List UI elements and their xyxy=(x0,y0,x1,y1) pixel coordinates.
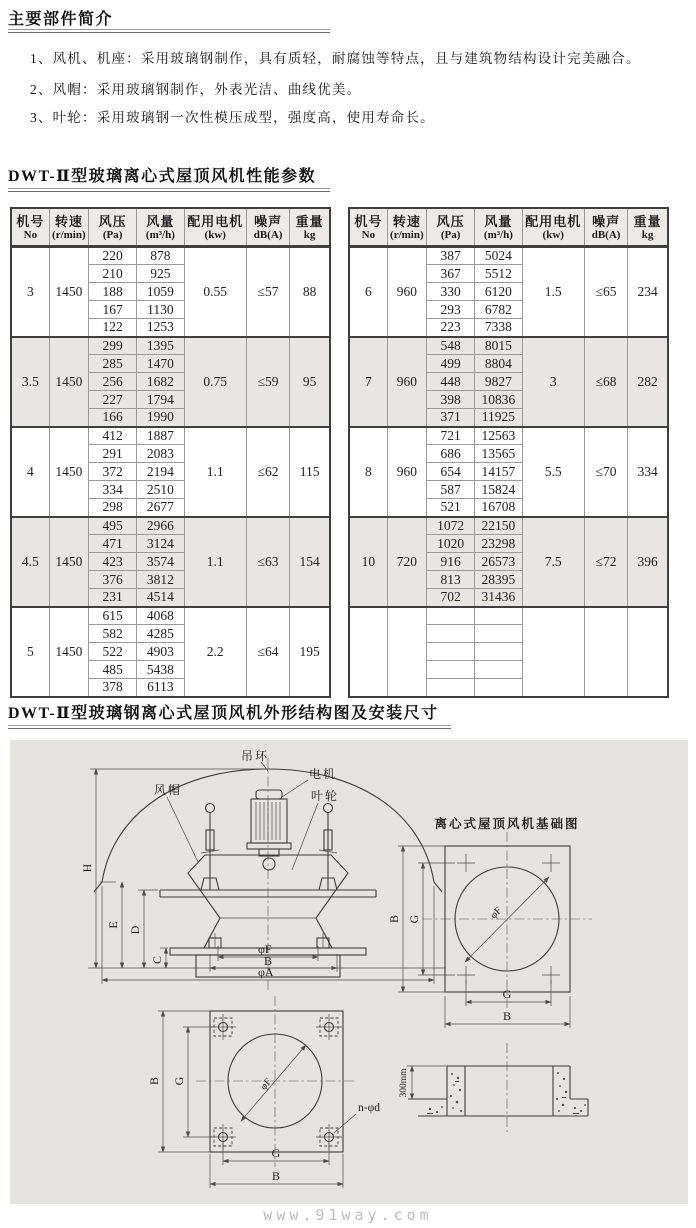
intro-item-3: 3、叶轮：采用玻璃钢一次性模压成型，强度高，使用寿命长。 xyxy=(30,110,435,125)
column-header-unit: dB(A) xyxy=(253,228,283,241)
pressure-cell: 485 xyxy=(88,661,136,679)
dim-label-B: B xyxy=(387,914,401,924)
pressure-cell: 387 xyxy=(426,247,474,265)
column-header-label: 转速 xyxy=(392,213,421,229)
speed-cell: 1450 xyxy=(49,337,88,427)
dim-label-B: B xyxy=(264,954,273,968)
pressure-cell xyxy=(426,643,474,661)
pressure-cell: 582 xyxy=(88,625,136,643)
no-cell: 3 xyxy=(11,247,49,337)
dim-label-G: G xyxy=(271,1146,281,1160)
table-row xyxy=(11,427,330,445)
flow-cell: 4068 xyxy=(137,607,184,625)
flow-cell: 12563 xyxy=(475,427,522,445)
intro-item-1: 1、风机、机座：采用玻璃钢制作，具有质轻，耐腐蚀等特点，且与建筑物结构设计完美融合。 xyxy=(30,51,641,66)
flow-cell: 3574 xyxy=(137,553,184,571)
pressure-cell: 367 xyxy=(426,265,474,283)
header-row xyxy=(11,208,330,247)
flow-cell: 2510 xyxy=(137,481,184,499)
flow-cell: 1130 xyxy=(137,301,184,319)
flow-cell: 3124 xyxy=(137,535,184,553)
column-header-unit: (m³/h) xyxy=(145,228,175,241)
dim-label-phiF: φF xyxy=(488,905,505,922)
column-header-unit: (kw) xyxy=(542,228,564,241)
table-row xyxy=(349,517,668,535)
pressure-cell: 231 xyxy=(88,589,136,607)
pressure-cell: 220 xyxy=(88,247,136,265)
no-cell: 7 xyxy=(349,337,387,427)
column-header-label: 风量 xyxy=(146,213,175,229)
pressure-cell: 654 xyxy=(426,463,474,481)
noise-cell: ≤65 xyxy=(584,247,627,337)
pressure-cell: 376 xyxy=(88,571,136,589)
dim-label-D: D xyxy=(128,925,142,935)
noise-cell: ≤59 xyxy=(246,337,289,427)
technical-drawing xyxy=(10,740,688,1204)
flow-cell: 31436 xyxy=(475,589,522,607)
column-header xyxy=(88,208,136,247)
flow-cell: 2966 xyxy=(137,517,184,535)
pressure-cell: 285 xyxy=(88,355,136,373)
pressure-cell: 423 xyxy=(88,553,136,571)
motor-cell xyxy=(522,607,584,697)
column-header xyxy=(137,208,184,247)
flow-cell: 925 xyxy=(137,265,184,283)
flow-cell: 6782 xyxy=(475,301,522,319)
column-header-label: 风压 xyxy=(98,213,127,229)
weight-cell: 282 xyxy=(628,337,668,427)
speed-cell: 1450 xyxy=(49,247,88,337)
flow-cell: 22150 xyxy=(475,517,522,535)
weight-cell: 95 xyxy=(290,337,330,427)
flow-cell xyxy=(475,661,522,679)
flow-cell: 11925 xyxy=(475,409,522,427)
weight-cell: 195 xyxy=(290,607,330,697)
pressure-cell: 122 xyxy=(88,319,136,337)
pressure-cell: 916 xyxy=(426,553,474,571)
speed-cell: 960 xyxy=(387,247,426,337)
pressure-cell: 298 xyxy=(88,499,136,517)
flow-cell: 878 xyxy=(137,247,184,265)
column-header xyxy=(49,208,88,247)
watermark-text: www.91way.com xyxy=(263,1206,433,1224)
dim-label-B: B xyxy=(502,1009,512,1023)
pressure-cell: 166 xyxy=(88,409,136,427)
drawing-panel xyxy=(10,740,688,1204)
table-row xyxy=(11,607,330,625)
column-header-label: 噪声 xyxy=(254,213,283,229)
pressure-cell: 167 xyxy=(88,301,136,319)
flow-cell xyxy=(475,679,522,697)
support-rod-right xyxy=(319,804,337,891)
pressure-cell: 371 xyxy=(426,409,474,427)
flow-cell: 8015 xyxy=(475,337,522,355)
flow-cell: 4285 xyxy=(137,625,184,643)
flow-cell: 4514 xyxy=(137,589,184,607)
foundation-title: 离心式屋顶风机基础图 xyxy=(434,817,580,831)
motor-cell: 5.5 xyxy=(522,427,584,517)
flow-cell: 4903 xyxy=(137,643,184,661)
flow-cell xyxy=(475,643,522,661)
speed-cell xyxy=(387,607,426,697)
table-body xyxy=(11,247,330,697)
pressure-cell xyxy=(426,607,474,625)
motor-cell: 1.5 xyxy=(522,247,584,337)
pressure-cell: 587 xyxy=(426,481,474,499)
column-header-label: 风压 xyxy=(436,213,465,229)
noise-cell: ≤64 xyxy=(246,607,289,697)
fan-side-view xyxy=(80,749,446,992)
label-lifting-ring: 吊环 xyxy=(241,749,270,763)
table-row xyxy=(349,427,668,445)
pressure-cell: 227 xyxy=(88,391,136,409)
pressure-cell: 471 xyxy=(88,535,136,553)
column-header-label: 重量 xyxy=(633,213,662,229)
pressure-cell: 521 xyxy=(426,499,474,517)
weight-cell: 334 xyxy=(628,427,668,517)
motor xyxy=(247,790,291,856)
pressure-cell: 299 xyxy=(88,337,136,355)
weight-cell: 234 xyxy=(628,247,668,337)
flow-cell: 1990 xyxy=(137,409,184,427)
pressure-cell: 256 xyxy=(88,373,136,391)
column-header xyxy=(522,208,584,247)
column-header-unit: (Pa) xyxy=(102,228,123,241)
column-header xyxy=(426,208,474,247)
flow-cell: 6113 xyxy=(137,679,184,697)
shaft-hub xyxy=(263,858,275,870)
concrete-texture xyxy=(427,1072,586,1114)
weight-cell: 154 xyxy=(290,517,330,607)
flow-cell: 14157 xyxy=(475,463,522,481)
table-section-title: DWT-Ⅱ型玻璃离心式屋顶风机性能参数 xyxy=(8,168,317,185)
drawing-section-title: DWT-Ⅱ型玻璃钢离心式屋顶风机外形结构图及安装尺寸 xyxy=(8,705,439,722)
table-row xyxy=(11,337,330,355)
noise-cell: ≤68 xyxy=(584,337,627,427)
noise-cell: ≤63 xyxy=(246,517,289,607)
column-header xyxy=(584,208,627,247)
column-header-unit: (Pa) xyxy=(440,228,461,241)
flow-cell: 6120 xyxy=(475,283,522,301)
flow-cell: 13565 xyxy=(475,445,522,463)
table-row xyxy=(349,247,668,265)
foundation-diagram xyxy=(387,816,592,1028)
curb-height-label: 300mm xyxy=(399,1068,409,1098)
pressure-cell xyxy=(426,625,474,643)
table-body xyxy=(349,247,668,697)
flow-cell xyxy=(475,625,522,643)
no-cell: 3.5 xyxy=(11,337,49,427)
flow-cell: 1395 xyxy=(137,337,184,355)
flow-cell: 1887 xyxy=(137,427,184,445)
no-cell: 8 xyxy=(349,427,387,517)
dim-label-phiF: φF xyxy=(258,1076,274,1093)
dim-label-E: E xyxy=(106,921,120,929)
column-header-label: 机号 xyxy=(16,213,45,229)
flow-cell: 2083 xyxy=(137,445,184,463)
weight-cell: 88 xyxy=(290,247,330,337)
pressure-cell: 448 xyxy=(426,373,474,391)
flow-cell: 16708 xyxy=(475,499,522,517)
flow-cell: 26573 xyxy=(475,553,522,571)
mounting-plan-view xyxy=(147,996,380,1188)
pressure-cell: 1072 xyxy=(426,517,474,535)
column-header-label: 配用电机 xyxy=(525,213,582,229)
flow-cell: 5024 xyxy=(475,247,522,265)
column-header xyxy=(387,208,426,247)
motor-cell: 3 xyxy=(522,337,584,427)
flow-cell: 1794 xyxy=(137,391,184,409)
table-row xyxy=(349,337,668,355)
no-cell xyxy=(349,607,387,697)
motor-cell: 0.55 xyxy=(184,247,246,337)
pressure-cell: 702 xyxy=(426,589,474,607)
motor-cell: 2.2 xyxy=(184,607,246,697)
pressure-cell: 334 xyxy=(88,481,136,499)
speed-cell: 960 xyxy=(387,427,426,517)
column-header-unit: (r/min) xyxy=(52,228,86,241)
performance-table-left xyxy=(10,207,331,698)
weight-cell: 115 xyxy=(290,427,330,517)
no-cell: 6 xyxy=(349,247,387,337)
flow-cell: 28395 xyxy=(475,571,522,589)
column-header-unit: kg xyxy=(641,228,654,241)
pressure-cell: 293 xyxy=(426,301,474,319)
column-header-unit: (m³/h) xyxy=(483,228,513,241)
pressure-cell xyxy=(426,679,474,697)
dim-label-G: G xyxy=(172,1076,186,1086)
table-row xyxy=(11,247,330,265)
noise-cell: ≤70 xyxy=(584,427,627,517)
column-header-label: 噪声 xyxy=(592,213,621,229)
column-header-label: 转速 xyxy=(54,213,83,229)
weight-cell: 396 xyxy=(628,517,668,607)
flow-cell: 5438 xyxy=(137,661,184,679)
column-header xyxy=(628,208,668,247)
flow-cell: 7338 xyxy=(475,319,522,337)
section1-title: 主要部件简介 xyxy=(8,11,114,28)
support-rod-left xyxy=(201,804,219,891)
pressure-cell: 291 xyxy=(88,445,136,463)
column-header-unit: No xyxy=(361,228,376,241)
table-row xyxy=(349,607,668,625)
pressure-cell: 522 xyxy=(88,643,136,661)
flow-cell: 5512 xyxy=(475,265,522,283)
label-wind-cap: 风帽 xyxy=(154,783,183,797)
motor-cell: 1.1 xyxy=(184,427,246,517)
noise-cell: ≤62 xyxy=(246,427,289,517)
speed-cell: 960 xyxy=(387,337,426,427)
noise-cell xyxy=(584,607,627,697)
performance-table-right xyxy=(348,207,669,698)
pressure-cell: 495 xyxy=(88,517,136,535)
speed-cell: 1450 xyxy=(49,607,88,697)
flow-cell: 1682 xyxy=(137,373,184,391)
noise-cell: ≤72 xyxy=(584,517,627,607)
flow-cell: 3812 xyxy=(137,571,184,589)
noise-cell: ≤57 xyxy=(246,247,289,337)
no-cell: 4.5 xyxy=(11,517,49,607)
column-header-unit: No xyxy=(23,228,38,241)
flow-cell: 23298 xyxy=(475,535,522,553)
pressure-cell: 210 xyxy=(88,265,136,283)
column-header-unit: (r/min) xyxy=(390,228,424,241)
dim-label-phiA: φA xyxy=(258,965,274,979)
intro-item-2: 2、风帽：采用玻璃钢制作，外表光洁、曲线优美。 xyxy=(30,82,362,97)
flow-cell: 2677 xyxy=(137,499,184,517)
pressure-cell: 615 xyxy=(88,607,136,625)
pressure-cell: 372 xyxy=(88,463,136,481)
flow-cell: 8804 xyxy=(475,355,522,373)
flow-cell: 1470 xyxy=(137,355,184,373)
motor-cell: 7.5 xyxy=(522,517,584,607)
label-impeller: 叶轮 xyxy=(311,789,340,803)
pressure-cell: 330 xyxy=(426,283,474,301)
dim-label-G: G xyxy=(502,987,512,1001)
header-row xyxy=(349,208,668,247)
column-header xyxy=(184,208,246,247)
table-section-rule xyxy=(8,188,330,192)
dim-label-B: B xyxy=(147,1076,161,1086)
column-header xyxy=(349,208,387,247)
pressure-cell: 188 xyxy=(88,283,136,301)
pressure-cell: 686 xyxy=(426,445,474,463)
curb-section-view xyxy=(399,1043,588,1132)
column-header xyxy=(246,208,289,247)
column-header-label: 重量 xyxy=(295,213,324,229)
table-header-row xyxy=(11,208,330,247)
no-cell: 4 xyxy=(11,427,49,517)
pressure-cell: 721 xyxy=(426,427,474,445)
section1-rule xyxy=(8,29,330,33)
dim-label-phiF: φF xyxy=(258,942,272,956)
flow-cell xyxy=(475,607,522,625)
no-cell: 10 xyxy=(349,517,387,607)
table-row xyxy=(11,517,330,535)
table-header-row xyxy=(349,208,668,247)
flow-cell: 1059 xyxy=(137,283,184,301)
pressure-cell: 378 xyxy=(88,679,136,697)
pressure-cell: 499 xyxy=(426,355,474,373)
flow-cell: 10836 xyxy=(475,391,522,409)
no-cell: 5 xyxy=(11,607,49,697)
dim-label-H: H xyxy=(80,863,94,873)
dim-label-B: B xyxy=(271,1169,281,1183)
column-header xyxy=(475,208,522,247)
column-header-label: 配用电机 xyxy=(187,213,244,229)
pressure-cell: 548 xyxy=(426,337,474,355)
drawing-section-rule xyxy=(8,725,451,729)
flow-cell: 2194 xyxy=(137,463,184,481)
column-header-label: 机号 xyxy=(354,213,383,229)
motor-cell: 1.1 xyxy=(184,517,246,607)
motor-cell: 0.75 xyxy=(184,337,246,427)
column-header-unit: kg xyxy=(303,228,316,241)
column-header xyxy=(290,208,330,247)
column-header-unit: (kw) xyxy=(204,228,226,241)
weight-cell xyxy=(628,607,668,697)
flow-cell: 9827 xyxy=(475,373,522,391)
dim-label-G: G xyxy=(407,914,421,924)
speed-cell: 720 xyxy=(387,517,426,607)
pressure-cell: 1020 xyxy=(426,535,474,553)
label-motor: 电机 xyxy=(309,767,338,781)
pressure-cell: 412 xyxy=(88,427,136,445)
dim-label-C: C xyxy=(150,955,164,965)
flow-cell: 15824 xyxy=(475,481,522,499)
pressure-cell xyxy=(426,661,474,679)
performance-tables xyxy=(10,207,669,698)
speed-cell: 1450 xyxy=(49,517,88,607)
column-header xyxy=(11,208,49,247)
pressure-cell: 813 xyxy=(426,571,474,589)
pressure-cell: 223 xyxy=(426,319,474,337)
pressure-cell: 398 xyxy=(426,391,474,409)
flow-cell: 1253 xyxy=(137,319,184,337)
speed-cell: 1450 xyxy=(49,427,88,517)
column-header-unit: dB(A) xyxy=(591,228,621,241)
bolt-note: n-φd xyxy=(358,1102,380,1114)
column-header-label: 风量 xyxy=(484,213,513,229)
plan-square xyxy=(210,1011,343,1152)
